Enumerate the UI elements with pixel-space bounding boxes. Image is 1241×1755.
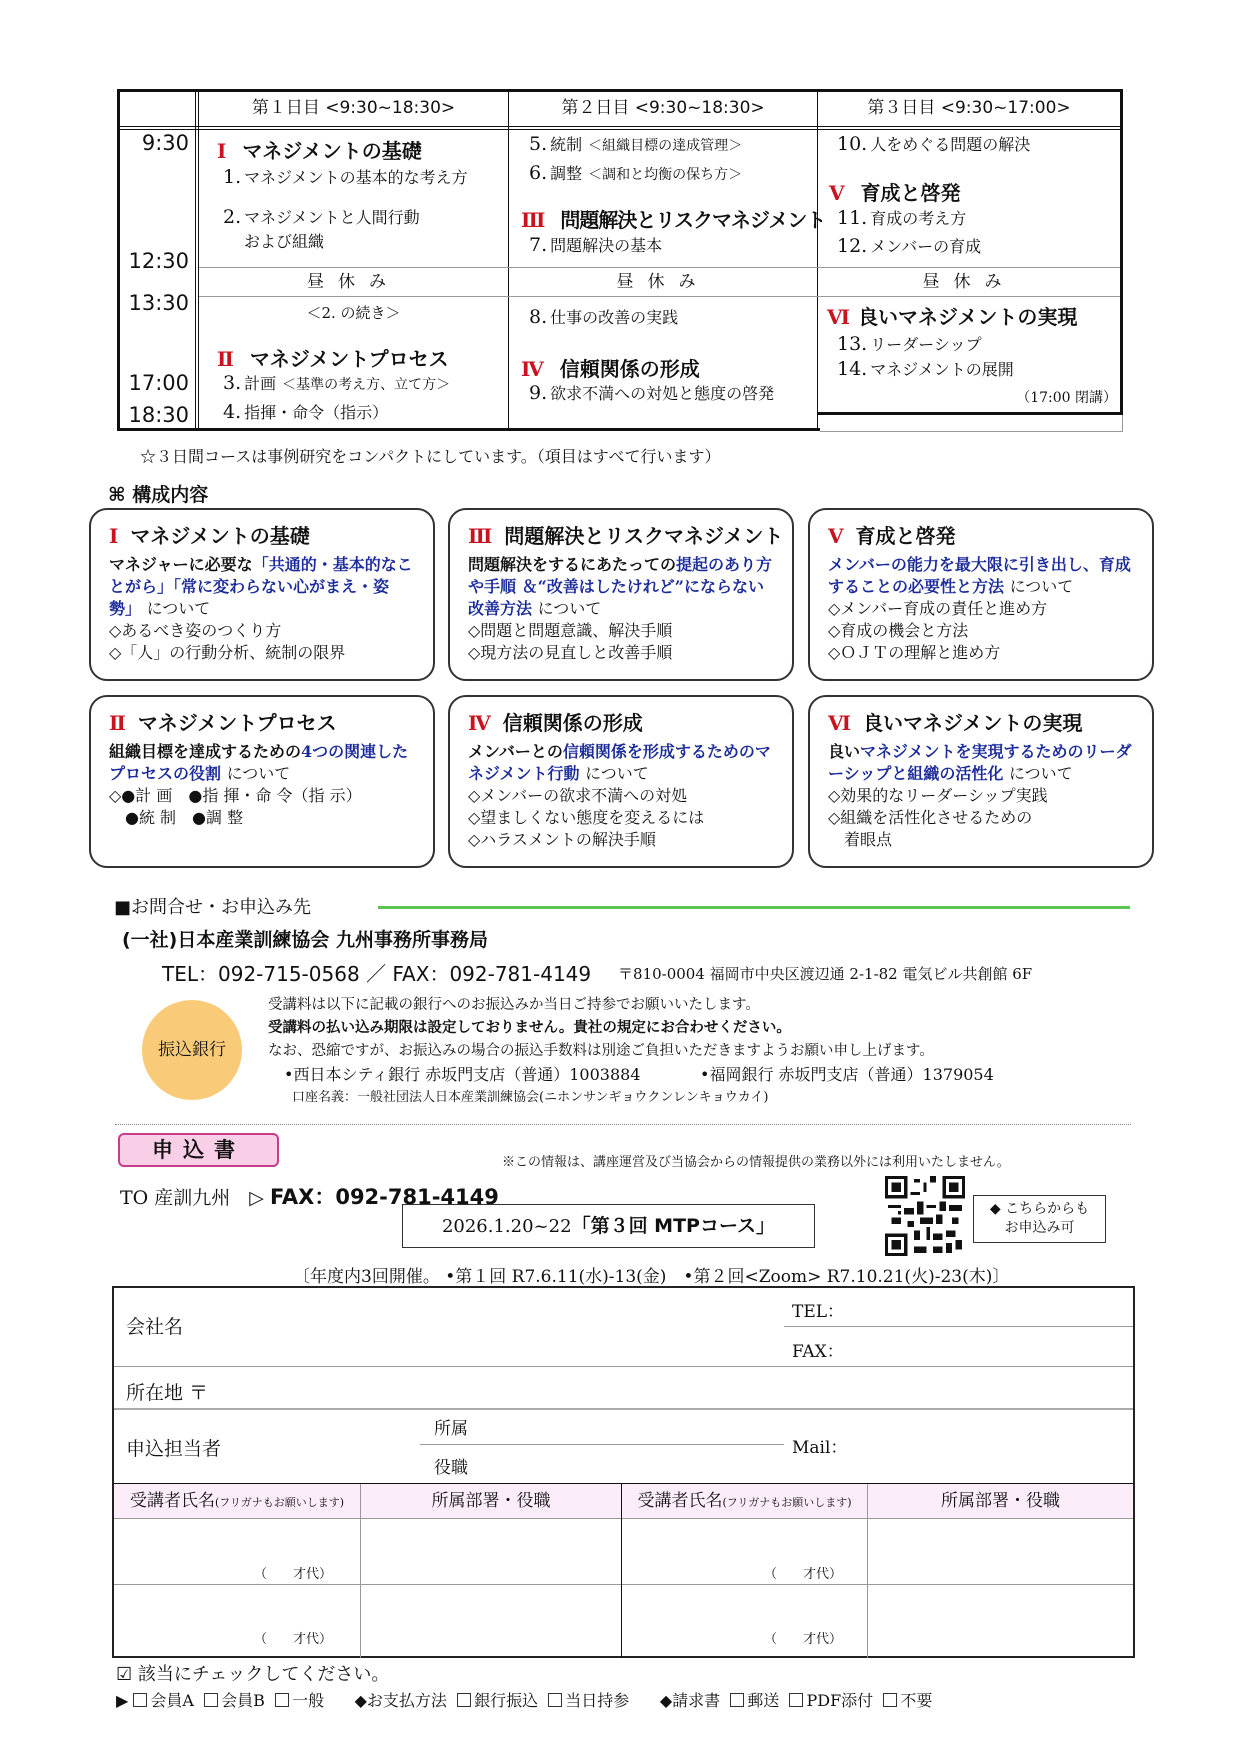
time-label: 9:30 [141, 131, 189, 155]
options-row: ▶ 会員A 会員B 一般 ◆お支払方法 銀行振込 当日持参 ◆請求書 郵送 PDF添付 不要 [116, 1691, 933, 1710]
dotted-divider [115, 1124, 1131, 1125]
tel-label: TEL： [792, 1302, 845, 1322]
content-box-3: Ⅲ 問題解決とリスクマネジメント 問題解決をするにあたっての提起のあり方や手順 ＆“改善はしたけれど”にならない改善方法 について ◇問題と問題意識、解決手順 ◇現方法の見直しと改善手順 [448, 508, 794, 681]
mail-input[interactable] [854, 1423, 1124, 1463]
fax-destination: TO 産訓九州 ▷ FAX：092-781-4149 [120, 1185, 499, 1209]
schedule-item: 8. 仕事の改善の実践 [529, 306, 679, 328]
time-label: 18:30 [128, 403, 189, 427]
day2-section-2: Ⅳ 信頼関係の形成 [521, 357, 700, 381]
schedule-item: 13. リーダーシップ [837, 333, 982, 355]
time-label: 13:30 [128, 291, 189, 315]
qr-code-icon[interactable] [885, 1176, 965, 1256]
checkbox-bank-transfer[interactable]: 銀行振込 [457, 1691, 538, 1710]
schedule-item: 9. 欲求不満への対処と態度の啓発 [529, 382, 775, 404]
bank-account: •西日本シティ銀行 赤坂門支店（普通）1003884 [284, 1065, 641, 1084]
fax-input[interactable] [854, 1332, 1124, 1362]
col-dept-title: 所属部署・役職 [941, 1491, 1060, 1511]
lunch-break: 昼休み [307, 272, 400, 292]
day1-header: 第１日目 <9:30~18:30> [251, 98, 456, 118]
schedule-item: および組織 [244, 232, 325, 251]
schedule-item: 1. マネジメントの基本的な考え方 [223, 166, 468, 188]
day2-section-1: Ⅲ 問題解決とリスクマネジメント [521, 208, 826, 232]
box-list-item: ◇現方法の見直しと改善手順 [468, 643, 673, 662]
schedule-item: 5. 統制 ＜組織目標の達成管理＞ [529, 133, 743, 155]
contact-person-label: 申込担当者 [126, 1438, 222, 1460]
box-list-item: ◇組織を活性化させるための [828, 808, 1033, 827]
other-sessions: 〔年度内3回開催。 •第１回 R7.6.11(水)-13(金) •第２回<Zoom> R7.10.21(火)-23(木)〕 [293, 1267, 1010, 1287]
schedule-item: 2. マネジメントと人間行動 [223, 206, 420, 228]
age-field[interactable]: （ 才代） [254, 1567, 333, 1582]
col-participant-name: 受講者氏名(フリガナもお願いします) [129, 1491, 345, 1511]
day3-section-2: Ⅵ 良いマネジメントの実現 [827, 305, 1078, 329]
day2-header: 第２日目 <9:30~18:30> [561, 98, 765, 118]
check-instruction: ☑ 該当にチェックしてください。 [116, 1664, 390, 1685]
box-list-item: ◇望ましくない態度を変えるには [468, 808, 705, 827]
box-list-item: 着眼点 [828, 830, 893, 849]
checkbox-invoice-pdf[interactable]: PDF添付 [789, 1691, 873, 1710]
privacy-note: ※この情報は、講座運営及び当協会からの情報提供の業務以外には利用いたしません。 [502, 1155, 1010, 1170]
col-participant-name: 受講者氏名(フリガナもお願いします) [637, 1491, 852, 1511]
tel-input[interactable] [854, 1292, 1124, 1322]
schedule-item: 11. 育成の考え方 [837, 207, 967, 229]
content-box-5: Ⅴ 育成と啓発 メンバーの能力を最大限に引き出し、育成することの必要性と方法 について ◇メンバー育成の責任と進め方 ◇育成の機会と方法 ◇ＯＪＴの理解と進め方 [808, 508, 1154, 681]
fax-label: FAX： [792, 1342, 844, 1362]
box-list-item: ◇ハラスメントの解決手順 [468, 830, 656, 849]
box-list-item: ◇効果的なリーダーシップ実践 [828, 786, 1048, 805]
day1-section-2: Ⅱ マネジメントプロセス [217, 347, 449, 371]
schedule-item: 12. メンバーの育成 [837, 235, 982, 257]
divider-line [378, 906, 1130, 909]
payment-note: 受講料の払い込み期限は設定しておりません。貴社の規定にお合わせください。 [268, 1019, 791, 1036]
time-label: 12:30 [128, 249, 189, 273]
payment-note: なお、恐縮ですが、お振込みの場合の振込手数料は別途ご負担いただきますようお願い申し上げます。 [268, 1043, 934, 1059]
lunch-break: 昼休み [922, 272, 1016, 292]
company-input[interactable] [204, 1296, 764, 1358]
box-list-item: ◇ＯＪＴの理解と進め方 [828, 643, 1001, 662]
box-list-item: ●統 制 ●調 整 [109, 808, 244, 827]
checkbox-pay-on-day[interactable]: 当日持参 [548, 1691, 629, 1710]
content-box-6: Ⅵ 良いマネジメントの実現 良いマネジメントを実現するためのリーダーシップと組織の活性化 について ◇効果的なリーダーシップ実践 ◇組織を活性化させるための 着眼点 [808, 695, 1154, 868]
content-box-1: Ⅰ マネジメントの基礎 マネジャーに必要な「共通的・基本的なことがら」「常に変わらない心がまえ・姿勢」 について ◇あるべき姿のつくり方 ◇「人」の行動分析、統制の限界 [89, 508, 435, 681]
col-dept-title: 所属部署・役職 [431, 1491, 551, 1511]
checkbox-member-b[interactable]: 会員B [204, 1691, 265, 1710]
box-list-item: ◇「人」の行動分析、統制の限界 [109, 643, 346, 662]
application-badge: 申込書 [118, 1133, 279, 1167]
age-field[interactable]: （ 才代） [764, 1632, 843, 1647]
course-title-box: 2026.1.20~22「第３回 MTPコース」 [402, 1204, 815, 1248]
age-field[interactable]: （ 才代） [254, 1632, 333, 1647]
day3-section-1: Ⅴ 育成と啓発 [829, 181, 961, 205]
title-label: 役職 [434, 1458, 468, 1478]
box-list-item: ◇●計 画 ●指 揮・命 令（指 示） [109, 786, 362, 805]
account-name: 口座名義：一般社団法人日本産業訓練協会(ニホンサンギョウクンレンキョウカイ) [292, 1090, 769, 1105]
schedule-item: 7. 問題解決の基本 [529, 234, 663, 256]
age-field[interactable]: （ 才代） [764, 1567, 843, 1582]
address-input[interactable] [224, 1370, 1124, 1404]
mail-label: Mail： [792, 1438, 848, 1458]
checkbox-invoice-mail[interactable]: 郵送 [730, 1691, 779, 1710]
bank-transfer-badge: 振込銀行 [142, 1000, 242, 1100]
bank-account: •福岡銀行 赤坂門支店（普通）1379054 [700, 1065, 994, 1084]
checkbox-member-a[interactable]: 会員A [133, 1691, 194, 1710]
payment-note: 受講料は以下に記載の銀行へのお振込みか当日ご持参でお願いいたします。 [268, 997, 760, 1013]
closing-time: （17:00 閉講） [1016, 390, 1117, 406]
time-label: 17:00 [128, 371, 189, 395]
qr-note: ◆ こちらからも お申込み可 [973, 1195, 1106, 1243]
schedule-item: 6. 調整 ＜調和と均衡の保ち方＞ [529, 162, 743, 184]
content-box-4: Ⅳ 信頼関係の形成 メンバーとの信頼関係を形成するためのマネジメント行動 について ◇メンバーの欲求不満への対処 ◇望ましくない態度を変えるには ◇ハラスメントの解決手順 [448, 695, 794, 868]
section-heading-kousei: ⌘ 構成内容 [108, 484, 209, 506]
box-list-item: ◇メンバー育成の責任と進め方 [828, 599, 1048, 618]
tel-fax: TEL：092-715-0568 ／ FAX：092-781-4149 [162, 962, 592, 986]
box-list-item: ◇メンバーの欲求不満への対処 [468, 786, 688, 805]
schedule-item: 4. 指揮・命令（指示） [223, 401, 389, 423]
schedule-table [117, 89, 1123, 433]
box-list-item: ◇問題と問題意識、解決手順 [468, 621, 673, 640]
lunch-break: 昼休み [616, 272, 710, 292]
course-note: ☆３日間コースは事例研究をコンパクトにしています。（項目はすべて行います） [140, 447, 721, 466]
checkbox-general[interactable]: 一般 [275, 1691, 324, 1710]
schedule-item: 10. 人をめぐる問題の解決 [837, 133, 1031, 155]
organization-name: (一社)日本産業訓練協会 九州事務所事務局 [122, 929, 488, 951]
application-form [112, 1286, 1135, 1658]
address: 〒810-0004 福岡市中央区渡辺通 2-1-82 電気ビル共創館 6F [618, 965, 1033, 983]
box-list-item: ◇育成の機会と方法 [828, 621, 969, 640]
company-label: 会社名 [126, 1316, 184, 1338]
address-label: 所在地 〒 [126, 1382, 209, 1404]
checkbox-invoice-none[interactable]: 不要 [883, 1691, 932, 1710]
continuation-note: ＜2. の続き＞ [306, 304, 401, 322]
dept-label: 所属 [434, 1419, 468, 1439]
box-list-item: ◇あるべき姿のつくり方 [109, 621, 282, 640]
schedule-item: 14. マネジメントの展開 [837, 358, 1014, 380]
day3-header: 第３日目 <9:30~17:00> [867, 98, 1071, 118]
contact-heading: ■お問合せ・お申込み先 [114, 897, 312, 918]
content-box-2: Ⅱ マネジメントプロセス 組織目標を達成するための4つの関連したプロセスの役割 について ◇●計 画 ●指 揮・命 令（指 示） ●統 制 ●調 整 [89, 695, 435, 868]
schedule-item: 3. 計画 ＜基準の考え方、立て方＞ [223, 372, 451, 394]
day1-section-1: Ⅰ マネジメントの基礎 [217, 139, 422, 163]
